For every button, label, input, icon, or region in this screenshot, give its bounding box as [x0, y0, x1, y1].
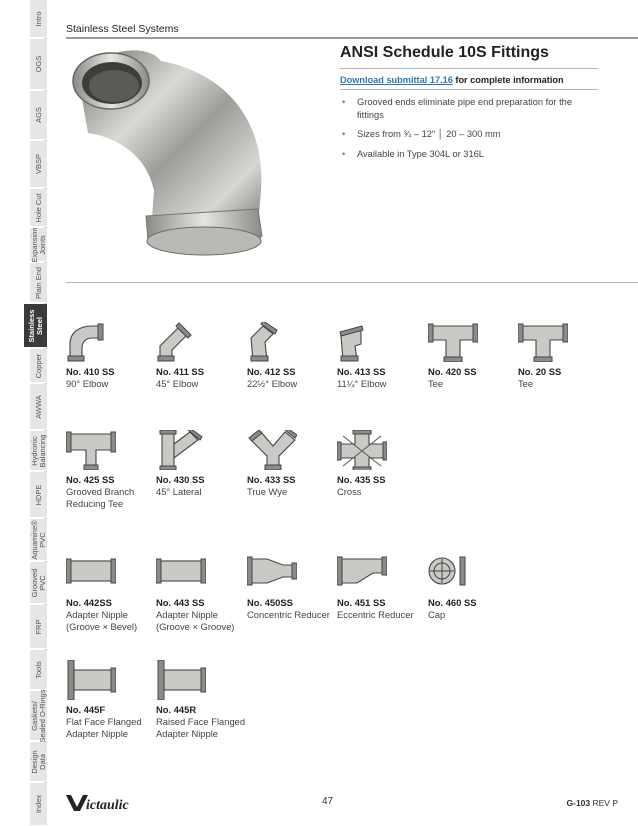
fitting-item — [66, 660, 158, 740]
tab-label: Hydronic Balancing — [29, 434, 47, 467]
tab-label: FRP — [33, 619, 43, 634]
tab-label: Stainless Steel — [26, 309, 44, 342]
fitting-item — [66, 322, 158, 390]
fitting-description: 22½° Elbow — [247, 378, 298, 389]
fitting-number: No. 413 SS — [337, 366, 386, 377]
fitting-description: 90° Elbow — [66, 378, 109, 389]
tab-label: Copper — [33, 353, 43, 378]
fitting-item — [247, 322, 339, 390]
fitting-number: No. 412 SS — [247, 366, 296, 377]
fitting-description: Tee — [428, 378, 444, 389]
fitting-number: No. 445R — [156, 704, 197, 715]
tab-expansion-joints[interactable] — [30, 228, 47, 262]
page-number: 47 — [322, 796, 334, 807]
fitting-item — [156, 430, 248, 498]
fitting-description: Raised Face Flanged Adapter Nipple — [156, 716, 246, 739]
fitting-number: No. 450SS — [247, 597, 293, 608]
tab-hdpe[interactable] — [30, 472, 47, 518]
fitting-item — [66, 430, 158, 510]
fitting-description: Grooved Branch Reducing Tee — [66, 486, 135, 509]
tab-design-data[interactable] — [30, 742, 47, 782]
fitting-description: 11¼° Elbow — [337, 378, 387, 389]
feature-item: • Available in Type 304L or 316L — [340, 148, 600, 161]
tab-frp[interactable] — [30, 605, 47, 649]
tab-aquamine-pvc[interactable] — [30, 519, 47, 561]
fitting-description: Eccentric Reducer — [337, 609, 414, 620]
elbow-45-icon — [156, 322, 206, 362]
fitting-description: 45° Elbow — [156, 378, 199, 389]
fitting-description: Adapter Nipple (Groove × Groove) — [156, 609, 235, 632]
fitting-number: No. 430 SS — [156, 474, 205, 485]
tab-copper[interactable] — [30, 349, 47, 383]
top-rule — [66, 37, 638, 39]
info-rule-2 — [340, 89, 598, 90]
cross-icon — [337, 430, 387, 470]
tab-label: VBSP — [33, 153, 43, 175]
fitting-description: Adapter Nipple (Groove × Bevel) — [66, 609, 138, 632]
flanged-nipple-icon — [156, 660, 206, 700]
tab-label: Index — [33, 794, 43, 814]
cap-icon — [428, 553, 478, 593]
download-line — [340, 75, 564, 85]
tab-label: OGS — [33, 55, 43, 73]
fitting-number: No. 460 SS — [428, 597, 477, 608]
tab-label: Design Data — [29, 749, 47, 774]
sidebar-tabs — [0, 0, 47, 826]
tab-label: AWWA — [33, 394, 43, 419]
tab-label: Plain End — [33, 266, 43, 299]
fitting-item — [428, 322, 520, 390]
fitting-number: No. 442SS — [66, 597, 112, 608]
fitting-description: Flat Face Flanged Adapter Nipple — [66, 716, 142, 739]
fitting-description: Tee — [518, 378, 534, 389]
tab-ags[interactable] — [30, 91, 47, 140]
info-rule — [340, 68, 598, 69]
feature-item: • Sizes from ¾ – 12" │ 20 – 300 mm — [340, 128, 600, 141]
flanged-nipple-icon — [66, 660, 116, 700]
fitting-item — [337, 322, 429, 390]
tee-icon — [428, 322, 478, 362]
feature-list — [340, 96, 600, 167]
tab-label: Expansion Joints — [29, 226, 47, 263]
elbow-22-icon — [247, 322, 297, 362]
fitting-description: 45° Lateral — [156, 486, 202, 497]
tab-intro[interactable] — [30, 0, 47, 38]
fitting-number: No. 425 SS — [66, 474, 115, 485]
tab-label: Tools — [33, 660, 43, 679]
fitting-description: Cap — [428, 609, 446, 620]
reducing-tee-icon — [66, 430, 116, 470]
fitting-item — [518, 322, 610, 390]
fitting-item — [66, 553, 158, 633]
victaulic-logo — [64, 791, 154, 813]
fitting-description: True Wye — [247, 486, 288, 497]
nipple-icon — [156, 553, 206, 593]
section-title: Stainless Steel Systems — [66, 23, 179, 35]
download-rest-text: for complete information — [452, 75, 564, 85]
tab-label: Gaskets/ Sealed O-Rings — [29, 689, 47, 742]
fitting-item — [337, 553, 429, 621]
download-submittal-link[interactable]: Download submittal 17.16 — [340, 75, 453, 85]
eccentric-reducer-icon — [337, 553, 387, 593]
feature-item: • Grooved ends eliminate pipe end preparation for the fittings — [340, 96, 600, 121]
page-code — [567, 798, 619, 808]
tab-tools[interactable] — [30, 650, 47, 690]
fitting-item — [156, 322, 248, 390]
mid-rule — [66, 282, 638, 283]
fitting-number: No. 420 SS — [428, 366, 477, 377]
tab-stainless-steel[interactable] — [24, 304, 47, 348]
tab-ogs[interactable] — [30, 39, 47, 90]
tab-gaskets-sealed-o-rings[interactable] — [30, 691, 47, 741]
lateral-icon — [156, 430, 206, 470]
elbow-11-icon — [337, 322, 387, 362]
tab-label: AGS — [33, 107, 43, 123]
fitting-number: No. 433 SS — [247, 474, 296, 485]
fitting-item — [337, 430, 429, 498]
tab-awwa[interactable] — [30, 384, 47, 430]
tab-grooved-pvc[interactable] — [30, 562, 47, 604]
tab-index[interactable] — [30, 783, 47, 826]
concentric-reducer-icon — [247, 553, 297, 593]
elbow-photo — [66, 41, 334, 276]
tab-label: Grooved PVC — [29, 568, 47, 597]
fitting-description: Cross — [337, 486, 362, 497]
tab-label: Aquamine® PVC — [29, 519, 47, 560]
fitting-item — [247, 553, 339, 621]
wye-icon — [247, 430, 297, 470]
tab-plain-end[interactable] — [30, 263, 47, 303]
tab-label: Hole Cut — [33, 192, 43, 223]
fitting-number: No. 435 SS — [337, 474, 386, 485]
tab-vbsp[interactable] — [30, 141, 47, 188]
fitting-number: No. 20 SS — [518, 366, 562, 377]
fitting-number: No. 443 SS — [156, 597, 205, 608]
fitting-item — [156, 660, 248, 740]
fitting-number: No. 445F — [66, 704, 106, 715]
fitting-number: No. 410 SS — [66, 366, 115, 377]
nipple-icon — [66, 553, 116, 593]
tab-hole-cut[interactable] — [30, 189, 47, 227]
svg-text:ictaulic: ictaulic — [86, 798, 129, 813]
fitting-item — [428, 553, 520, 621]
tab-hydronic-balancing[interactable] — [30, 431, 47, 471]
fitting-description: Concentric Reducer — [247, 609, 330, 620]
fitting-number: No. 451 SS — [337, 597, 386, 608]
page-code-id: G-103 — [566, 798, 591, 808]
tee-icon — [518, 322, 568, 362]
page-code-rev: REV P — [590, 798, 618, 808]
info-title: ANSI Schedule 10S Fittings — [340, 44, 549, 61]
fitting-number: No. 411 SS — [156, 366, 204, 377]
fitting-item — [247, 430, 339, 498]
tab-label: HDPE — [33, 484, 43, 505]
fitting-item — [156, 553, 248, 633]
elbow-90-icon — [66, 322, 116, 362]
tab-label: Intro — [33, 10, 43, 27]
